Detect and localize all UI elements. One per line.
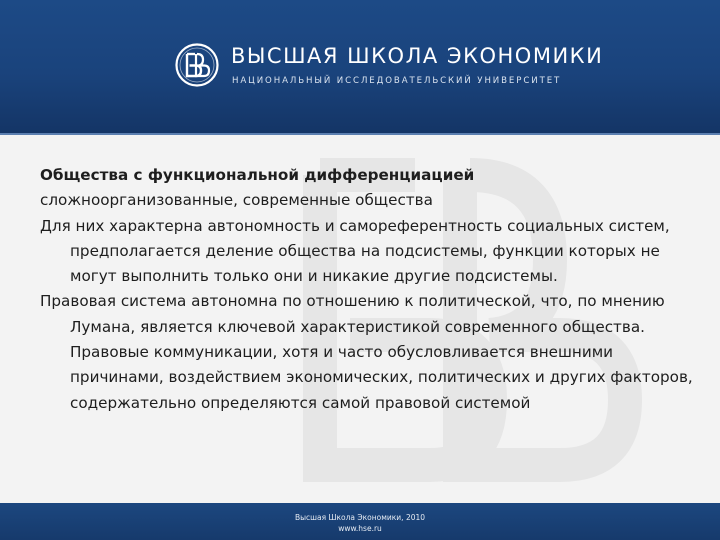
paragraph-1: Для них характерна автономность и самореферентность социальных систем, предполагается деление общества на подсистемы, функции которых не могут выполнить только они и никакие другие подсистемы. <box>40 216 670 286</box>
section-heading-sub: сложноорганизованные, современные общества <box>40 191 433 210</box>
footer-copyright: Высшая Школа Экономики, 2010 <box>294 513 426 522</box>
footer-website: www.hse.ru <box>338 524 382 533</box>
header-banner <box>0 0 720 133</box>
university-subtitle: НАЦИОНАЛЬНЫЙ ИССЛЕДОВАТЕЛЬСКИЙ УНИВЕРСИТЕТ <box>232 76 562 86</box>
slide-body <box>40 163 700 416</box>
footer-bar <box>0 503 720 540</box>
hse-logo-icon <box>175 43 219 87</box>
heading-paragraph <box>40 163 700 214</box>
slide-content <box>0 135 720 503</box>
paragraph-2: Правовая система автономна по отношению к политической, что, по мнению Лумана, является ключевой характеристикой современного общества. Правовые коммуникации, хотя и часто обусловливается внешними причинами, воздействием экономических, политических и других факторов, содержательно определяются самой правовой системой <box>40 292 693 412</box>
university-name: ВЫСШАЯ ШКОЛА ЭКОНОМИКИ <box>231 44 604 68</box>
section-heading: Общества с функциональной дифференциацией <box>40 166 475 184</box>
